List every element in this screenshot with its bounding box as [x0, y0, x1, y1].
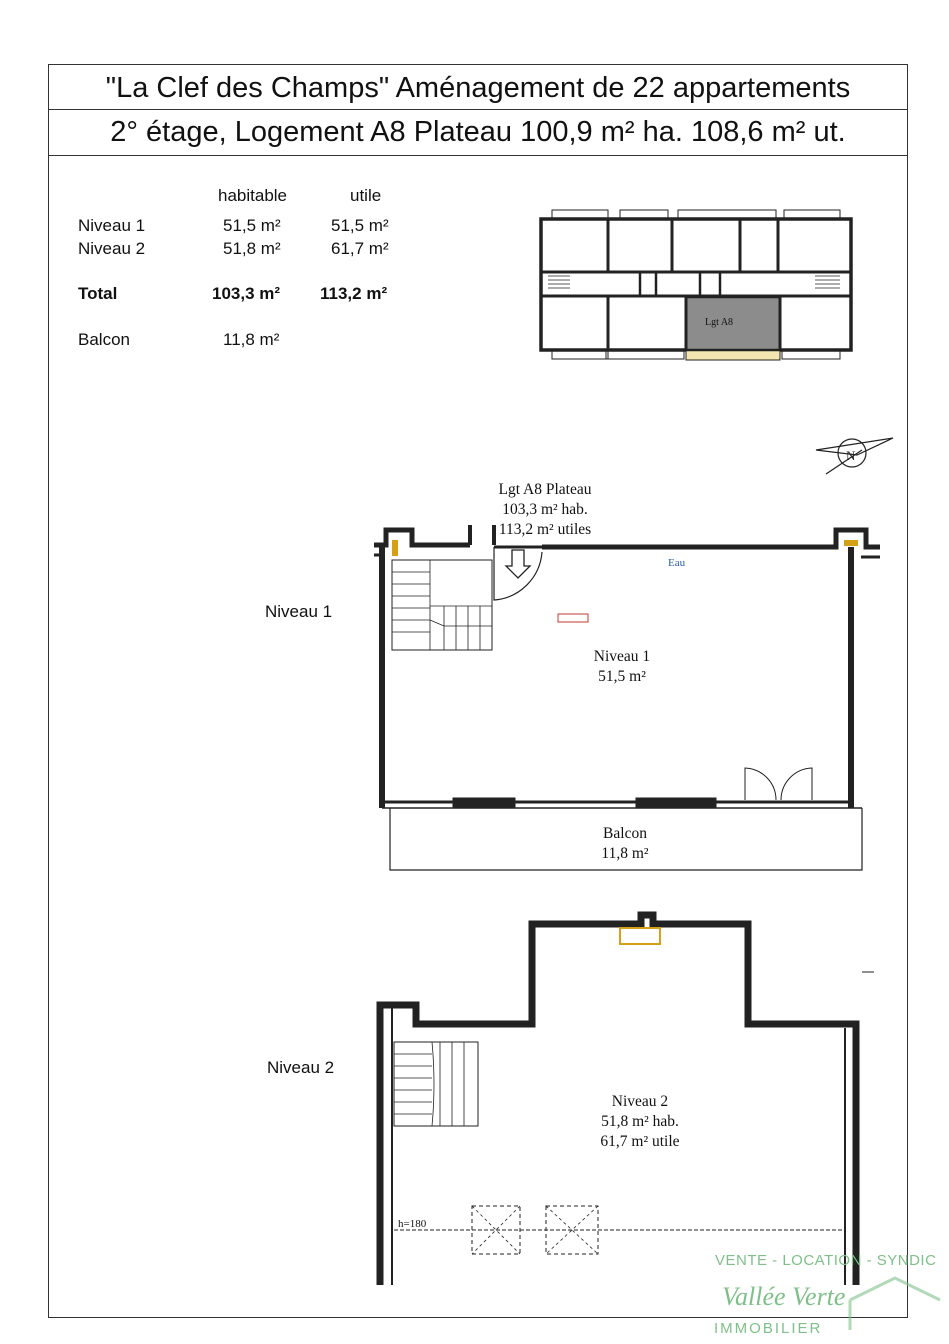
- col-habitable-header: habitable: [218, 186, 288, 205]
- watermark-logo: [850, 1278, 940, 1330]
- total-utile: 113,2 m²: [320, 284, 388, 303]
- page-title: "La Clef des Champs" Aménagement de 22 appartements: [48, 64, 908, 110]
- level2-room-name: Niveau 2: [611, 1093, 669, 1110]
- level1-side-label: Niveau 1: [265, 602, 333, 621]
- row-habitable: 51,5 m²: [223, 216, 281, 235]
- balcon-label: Balcon: [78, 330, 130, 349]
- row-utile: 51,5 m²: [331, 216, 389, 235]
- plan-level1: [374, 525, 880, 870]
- total-label: Total: [78, 284, 118, 303]
- page-subtitle: 2° étage, Logement A8 Plateau 100,9 m² ha. 108,6 m² ut.: [48, 110, 908, 156]
- total-habitable: 103,3 m²: [212, 284, 281, 303]
- row-label: Niveau 1: [78, 216, 146, 235]
- watermark-brand: Vallée Verte: [722, 1282, 846, 1311]
- key-plan-unit-label: Lgt A8: [705, 317, 734, 328]
- balcony-name: Balcon: [603, 825, 647, 842]
- water-label: Eau: [668, 557, 686, 569]
- height-note: h=180: [398, 1218, 427, 1230]
- level1-room-name: Niveau 1: [593, 648, 651, 665]
- row-label: Niveau 2: [78, 239, 146, 258]
- svg-text:N: N: [846, 448, 856, 463]
- level1-room-area: 51,5 m²: [598, 668, 646, 685]
- unit-caption-line2: 103,3 m² hab.: [502, 501, 588, 518]
- level2-room-util: 61,7 m² utile: [600, 1133, 680, 1150]
- level2-room-hab: 51,8 m² hab.: [601, 1113, 679, 1130]
- balcony-area: 11,8 m²: [601, 845, 649, 862]
- level2-side-label: Niveau 2: [267, 1058, 335, 1077]
- col-utile-header: utile: [350, 186, 382, 205]
- balcon-habitable: 11,8 m²: [223, 330, 280, 349]
- watermark-services: VENTE - LOCATION - SYNDIC: [715, 1252, 937, 1269]
- unit-caption-line1: Lgt A8 Plateau: [498, 481, 592, 498]
- unit-caption-line3: 113,2 m² utiles: [498, 521, 592, 538]
- watermark-immobilier: IMMOBILIER: [714, 1320, 823, 1337]
- north-arrow: [816, 438, 893, 474]
- row-utile: 61,7 m²: [331, 239, 389, 258]
- key-plan: [541, 210, 851, 360]
- row-habitable: 51,8 m²: [223, 239, 281, 258]
